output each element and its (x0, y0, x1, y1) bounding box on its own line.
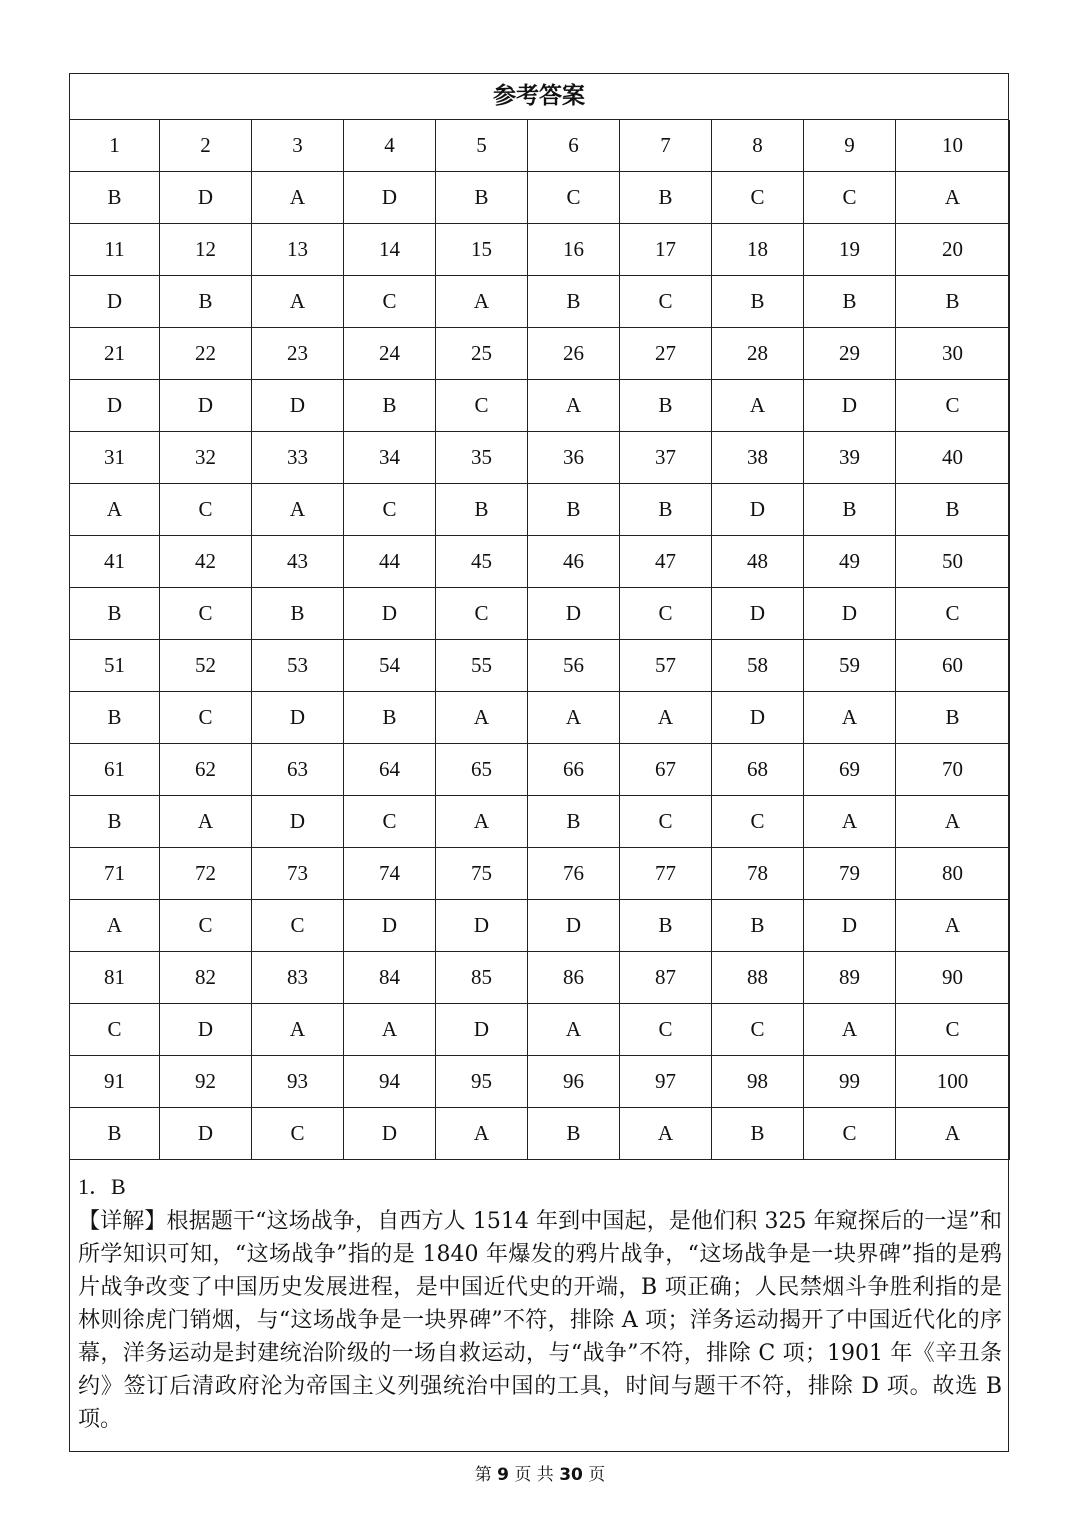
answer-cell: D (344, 172, 436, 224)
answer-cell: C (436, 588, 528, 640)
answer-cell: B (620, 380, 712, 432)
question-number-cell: 44 (344, 536, 436, 588)
answer-cell: D (436, 1004, 528, 1056)
question-number-cell: 83 (252, 952, 344, 1004)
answer-cell: A (712, 380, 804, 432)
answer-cell: A (620, 692, 712, 744)
question-number-cell: 3 (252, 120, 344, 172)
question-number-cell: 58 (712, 640, 804, 692)
answer-cell: B (528, 484, 620, 536)
answer-cell: A (896, 796, 1010, 848)
question-number-cell: 51 (70, 640, 160, 692)
question-number-row (70, 120, 1010, 172)
answer-cell: B (896, 484, 1010, 536)
answer-cell: A (252, 276, 344, 328)
answer-cell: D (712, 484, 804, 536)
question-number-cell: 99 (804, 1056, 896, 1108)
question-number-cell: 82 (160, 952, 252, 1004)
answer-cell: C (896, 1004, 1010, 1056)
question-number-cell: 69 (804, 744, 896, 796)
question-number-cell: 50 (896, 536, 1010, 588)
answer-cell: A (436, 276, 528, 328)
question-number-cell: 33 (252, 432, 344, 484)
answer-cell: B (528, 276, 620, 328)
question-number-cell: 76 (528, 848, 620, 900)
question-number-row (70, 432, 1010, 484)
question-number-cell: 37 (620, 432, 712, 484)
answer-cell: D (160, 172, 252, 224)
question-number-cell: 78 (712, 848, 804, 900)
question-number-cell: 2 (160, 120, 252, 172)
answer-cell: A (528, 380, 620, 432)
answer-cell: C (436, 380, 528, 432)
question-number-row (70, 848, 1010, 900)
answer-cell: C (804, 172, 896, 224)
answer-cell: A (70, 900, 160, 952)
question-number-cell: 59 (804, 640, 896, 692)
answer-cell: C (252, 900, 344, 952)
question-number-cell: 29 (804, 328, 896, 380)
question-number-cell: 7 (620, 120, 712, 172)
answer-cell: B (436, 484, 528, 536)
question-number-cell: 10 (896, 120, 1010, 172)
question-number-cell: 45 (436, 536, 528, 588)
question-number-cell: 94 (344, 1056, 436, 1108)
question-number-cell: 15 (436, 224, 528, 276)
question-number-row (70, 536, 1010, 588)
answer-cell: A (252, 1004, 344, 1056)
question-number-cell: 86 (528, 952, 620, 1004)
answer-cell: C (712, 1004, 804, 1056)
question-number-cell: 74 (344, 848, 436, 900)
answer-cell: C (896, 380, 1010, 432)
answer-cell: B (712, 900, 804, 952)
question-number-cell: 75 (436, 848, 528, 900)
answer-row (70, 484, 1010, 536)
answer-cell: B (712, 276, 804, 328)
question-number-cell: 14 (344, 224, 436, 276)
question-number-cell: 25 (436, 328, 528, 380)
answer-row (70, 1004, 1010, 1056)
answer-cell: B (344, 692, 436, 744)
answer-cell: D (70, 276, 160, 328)
answer-cell: D (70, 380, 160, 432)
answer-cell: A (70, 484, 160, 536)
answer-cell: D (344, 588, 436, 640)
answer-cell: D (712, 588, 804, 640)
question-number-cell: 54 (344, 640, 436, 692)
answer-cell: B (712, 1108, 804, 1160)
question-number-cell: 43 (252, 536, 344, 588)
answer-cell: A (528, 692, 620, 744)
question-number-cell: 36 (528, 432, 620, 484)
answer-cell: D (160, 380, 252, 432)
answer-cell: D (160, 1108, 252, 1160)
question-number-cell: 72 (160, 848, 252, 900)
answer-cell: D (252, 796, 344, 848)
question-number-cell: 77 (620, 848, 712, 900)
answer-cell: C (712, 796, 804, 848)
question-number-cell: 71 (70, 848, 160, 900)
question-number-cell: 19 (804, 224, 896, 276)
footer-page-number: 9 (497, 1465, 509, 1485)
question-number-cell: 93 (252, 1056, 344, 1108)
question-number-cell: 12 (160, 224, 252, 276)
question-number-cell: 20 (896, 224, 1010, 276)
answer-cell: D (344, 900, 436, 952)
question-number-cell: 39 (804, 432, 896, 484)
answer-cell: C (344, 276, 436, 328)
question-number-cell: 46 (528, 536, 620, 588)
answer-row (70, 1108, 1010, 1160)
answer-cell: D (160, 1004, 252, 1056)
answer-cell: B (804, 276, 896, 328)
question-number-cell: 21 (70, 328, 160, 380)
question-number-cell: 11 (70, 224, 160, 276)
question-number-cell: 84 (344, 952, 436, 1004)
question-number-cell: 57 (620, 640, 712, 692)
answer-cell: A (528, 1004, 620, 1056)
answer-cell: D (436, 900, 528, 952)
question-number-cell: 22 (160, 328, 252, 380)
answer-cell: C (160, 692, 252, 744)
question-number-cell: 68 (712, 744, 804, 796)
answer-cell: B (252, 588, 344, 640)
question-number-cell: 65 (436, 744, 528, 796)
answer-cell: A (160, 796, 252, 848)
answer-cell: D (344, 1108, 436, 1160)
answer-cell: C (252, 1108, 344, 1160)
answer-cell: C (804, 1108, 896, 1160)
question-number-cell: 49 (804, 536, 896, 588)
question-number-cell: 38 (712, 432, 804, 484)
question-number-cell: 1 (70, 120, 160, 172)
question-number-cell: 8 (712, 120, 804, 172)
answer-cell: B (70, 796, 160, 848)
question-number-cell: 18 (712, 224, 804, 276)
question-number-cell: 40 (896, 432, 1010, 484)
question-number-cell: 88 (712, 952, 804, 1004)
question-number-cell: 61 (70, 744, 160, 796)
answer-cell: A (804, 692, 896, 744)
answer-row (70, 588, 1010, 640)
answer-cell: A (436, 1108, 528, 1160)
answer-cell: C (70, 1004, 160, 1056)
answer-table (69, 120, 1010, 1160)
question-number-row (70, 640, 1010, 692)
question-number-row (70, 744, 1010, 796)
answer-cell: C (344, 484, 436, 536)
answer-cell: B (70, 692, 160, 744)
question-number-cell: 56 (528, 640, 620, 692)
answer-row (70, 692, 1010, 744)
answer-cell: A (804, 1004, 896, 1056)
question-number-row (70, 328, 1010, 380)
question-number-cell: 5 (436, 120, 528, 172)
answer-cell: C (620, 276, 712, 328)
answer-cell: A (252, 172, 344, 224)
question-number-cell: 16 (528, 224, 620, 276)
question-number-cell: 4 (344, 120, 436, 172)
answer-cell: D (528, 900, 620, 952)
answer-cell: B (70, 172, 160, 224)
answer-cell: C (620, 588, 712, 640)
answer-cell: D (252, 380, 344, 432)
answer-cell: D (804, 380, 896, 432)
answer-cell: A (804, 796, 896, 848)
answer-cell: A (436, 796, 528, 848)
answer-row (70, 172, 1010, 224)
answer-cell: D (804, 588, 896, 640)
answer-cell: A (620, 1108, 712, 1160)
question-number-cell: 42 (160, 536, 252, 588)
question-number-cell: 24 (344, 328, 436, 380)
answer-cell: A (252, 484, 344, 536)
question-number-row (70, 952, 1010, 1004)
question-number-row (70, 224, 1010, 276)
question-number-cell: 85 (436, 952, 528, 1004)
answer-cell: A (896, 172, 1010, 224)
answer-cell: B (528, 796, 620, 848)
answer-sheet (69, 73, 1009, 1452)
question-number-cell: 52 (160, 640, 252, 692)
question-number-cell: 90 (896, 952, 1010, 1004)
question-number-cell: 17 (620, 224, 712, 276)
answer-cell: B (896, 692, 1010, 744)
answer-cell: B (160, 276, 252, 328)
question-number-cell: 67 (620, 744, 712, 796)
question-number-cell: 70 (896, 744, 1010, 796)
answer-cell: D (712, 692, 804, 744)
footer-middle: 页 共 (514, 1465, 554, 1485)
question-number-cell: 26 (528, 328, 620, 380)
answer-row (70, 380, 1010, 432)
answer-cell: B (344, 380, 436, 432)
answer-cell: A (896, 900, 1010, 952)
answer-cell: D (252, 692, 344, 744)
question-number-cell: 41 (70, 536, 160, 588)
page-footer (0, 1460, 1080, 1485)
question-number-cell: 89 (804, 952, 896, 1004)
answer-cell: C (620, 1004, 712, 1056)
question-number-cell: 47 (620, 536, 712, 588)
answer-cell: C (160, 900, 252, 952)
answer-cell: C (344, 796, 436, 848)
question-number-cell: 79 (804, 848, 896, 900)
answer-cell: D (804, 900, 896, 952)
answer-row (70, 276, 1010, 328)
question-number-cell: 95 (436, 1056, 528, 1108)
answer-cell: B (70, 588, 160, 640)
question-number-cell: 32 (160, 432, 252, 484)
answer-row (70, 900, 1010, 952)
question-number-cell: 35 (436, 432, 528, 484)
answer-cell: C (896, 588, 1010, 640)
answer-cell: D (528, 588, 620, 640)
question-number-cell: 97 (620, 1056, 712, 1108)
question-number-cell: 91 (70, 1056, 160, 1108)
question-number-cell: 6 (528, 120, 620, 172)
answer-cell: B (436, 172, 528, 224)
answer-cell: B (620, 900, 712, 952)
question-number-cell: 66 (528, 744, 620, 796)
answer-cell: C (620, 796, 712, 848)
answer-cell: C (528, 172, 620, 224)
explanation-text: 【详解】根据题干“这场战争，自西方人 1514 年到中国起，是他们积 325 年窥探后的一逞”和所学知识可知，“这场战争”指的是 1840 年爆发的鸦片战争，“这场战争是一块界碑”指的是鸦片战争改变了中国历史发展进程，是中国近代史的开端，B 项正确；人民禁烟斗争胜利指的是林则徐虎门销烟，与“这场战争是一块界碑”不符，排除 A 项；洋务运动揭开了中国近代化的序幕，洋务运动是封建统治阶级的一场自救运动，与“战争”不符，排除 C 项；1901 年《辛丑条约》签订后清政府沦为帝国主义列强统治中国的工具，时间与题干不符，排除 D 项。故选 B 项。 (78, 1209, 1002, 1432)
question-number-cell: 30 (896, 328, 1010, 380)
question-number-cell: 34 (344, 432, 436, 484)
answer-cell: B (70, 1108, 160, 1160)
answer-cell: B (528, 1108, 620, 1160)
question-number-cell: 13 (252, 224, 344, 276)
question-number-cell: 9 (804, 120, 896, 172)
answer-cell: A (436, 692, 528, 744)
answer-cell: B (620, 484, 712, 536)
answer-cell: B (620, 172, 712, 224)
question-number-cell: 64 (344, 744, 436, 796)
answer-cell: C (160, 588, 252, 640)
question-number-cell: 28 (712, 328, 804, 380)
question-number-cell: 81 (70, 952, 160, 1004)
footer-suffix: 页 (588, 1465, 606, 1485)
footer-total-pages: 30 (559, 1465, 583, 1485)
answer-cell: A (344, 1004, 436, 1056)
answer-cell: B (804, 484, 896, 536)
answer-row (70, 796, 1010, 848)
question-number-cell: 27 (620, 328, 712, 380)
question-number-cell: 53 (252, 640, 344, 692)
question-number-cell: 31 (70, 432, 160, 484)
question-number-cell: 87 (620, 952, 712, 1004)
question-answer-heading: 1．B (78, 1174, 126, 1199)
question-number-cell: 100 (896, 1056, 1010, 1108)
question-number-cell: 80 (896, 848, 1010, 900)
question-number-cell: 92 (160, 1056, 252, 1108)
answer-table-body (70, 120, 1010, 1160)
answer-cell: B (896, 276, 1010, 328)
question-number-cell: 48 (712, 536, 804, 588)
answer-cell: A (896, 1108, 1010, 1160)
footer-prefix: 第 (474, 1465, 492, 1485)
question-number-cell: 60 (896, 640, 1010, 692)
question-number-cell: 62 (160, 744, 252, 796)
question-number-cell: 23 (252, 328, 344, 380)
question-number-cell: 98 (712, 1056, 804, 1108)
explanation-section (70, 1160, 1008, 1436)
question-number-cell: 63 (252, 744, 344, 796)
answer-cell: C (712, 172, 804, 224)
question-number-cell: 73 (252, 848, 344, 900)
question-number-row (70, 1056, 1010, 1108)
question-number-cell: 96 (528, 1056, 620, 1108)
page-title: 参考答案 (70, 74, 1008, 120)
answer-cell: C (160, 484, 252, 536)
question-number-cell: 55 (436, 640, 528, 692)
